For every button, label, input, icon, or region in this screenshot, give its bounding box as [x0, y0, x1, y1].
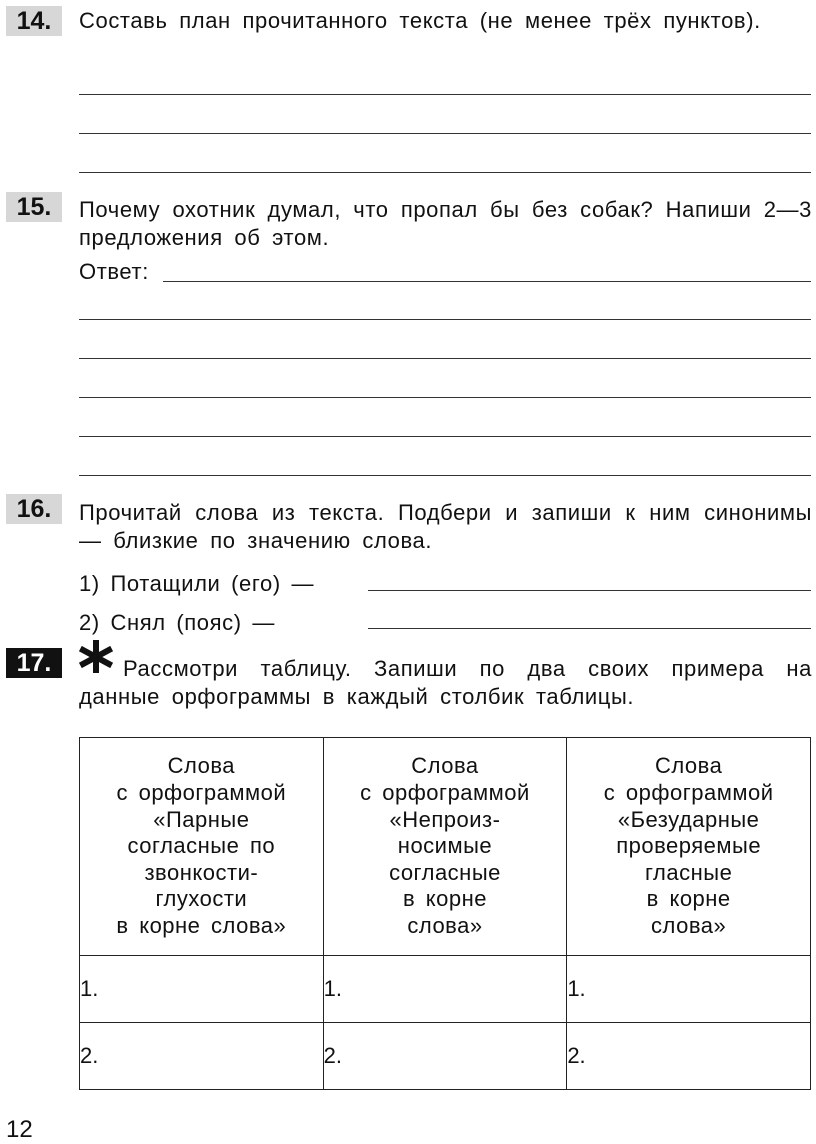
task-15-number: 15.: [6, 192, 62, 222]
answer-line[interactable]: [79, 397, 811, 398]
table-cell[interactable]: 2.: [80, 1023, 324, 1090]
task-14-text: Составь план прочитанного текста (не менее трёх пунктов).: [79, 8, 761, 33]
orthogram-table: [79, 737, 811, 1090]
answer-line[interactable]: [368, 590, 811, 591]
answer-line[interactable]: [79, 475, 811, 476]
table-cell[interactable]: 1.: [323, 956, 567, 1023]
task-14-number: 14.: [6, 6, 62, 36]
page-number: 12: [6, 1116, 33, 1143]
task-17-number: 17.: [6, 648, 62, 678]
answer-line[interactable]: [79, 133, 811, 134]
task-16-text: Прочитай слова из текста. Подбери и запиши к ним синонимы — близкие по значению слова.: [79, 500, 812, 553]
answer-line[interactable]: [79, 319, 811, 320]
answer-line[interactable]: [79, 358, 811, 359]
answer-line[interactable]: [368, 628, 811, 629]
table-cell[interactable]: 1.: [80, 956, 324, 1023]
column-header: Слова с орфограммой «Парные согласные по звонкости- глухости в корне слова»: [80, 738, 324, 956]
answer-line[interactable]: [163, 281, 811, 282]
column-header: Слова с орфограммой «Непроиз- носимые согласные в корне слова»: [323, 738, 567, 956]
synonym-item-2: 2) Снял (пояс) —: [79, 610, 275, 635]
synonym-item-1: 1) Потащили (его) —: [79, 571, 315, 596]
answer-line[interactable]: [79, 172, 811, 173]
table-header-row: [80, 738, 811, 956]
table-row: [80, 1023, 811, 1090]
column-header: Слова с орфограммой «Безударные проверяемые гласные в корне слова»: [567, 738, 811, 956]
answer-label: Ответ:: [79, 259, 149, 284]
table-cell[interactable]: 1.: [567, 956, 811, 1023]
task-16-number: 16.: [6, 494, 62, 524]
answer-line[interactable]: [79, 436, 811, 437]
table-cell[interactable]: 2.: [567, 1023, 811, 1090]
table-cell[interactable]: 2.: [323, 1023, 567, 1090]
table-row: [80, 956, 811, 1023]
answer-line[interactable]: [79, 94, 811, 95]
task-17-text: Рассмотри таблицу. Запиши по два своих примера на данные орфограммы в каждый столбик таблицы.: [79, 656, 812, 709]
task-15-text: Почему охотник думал, что пропал бы без собак? Напиши 2—3 предложения об этом.: [79, 197, 812, 250]
